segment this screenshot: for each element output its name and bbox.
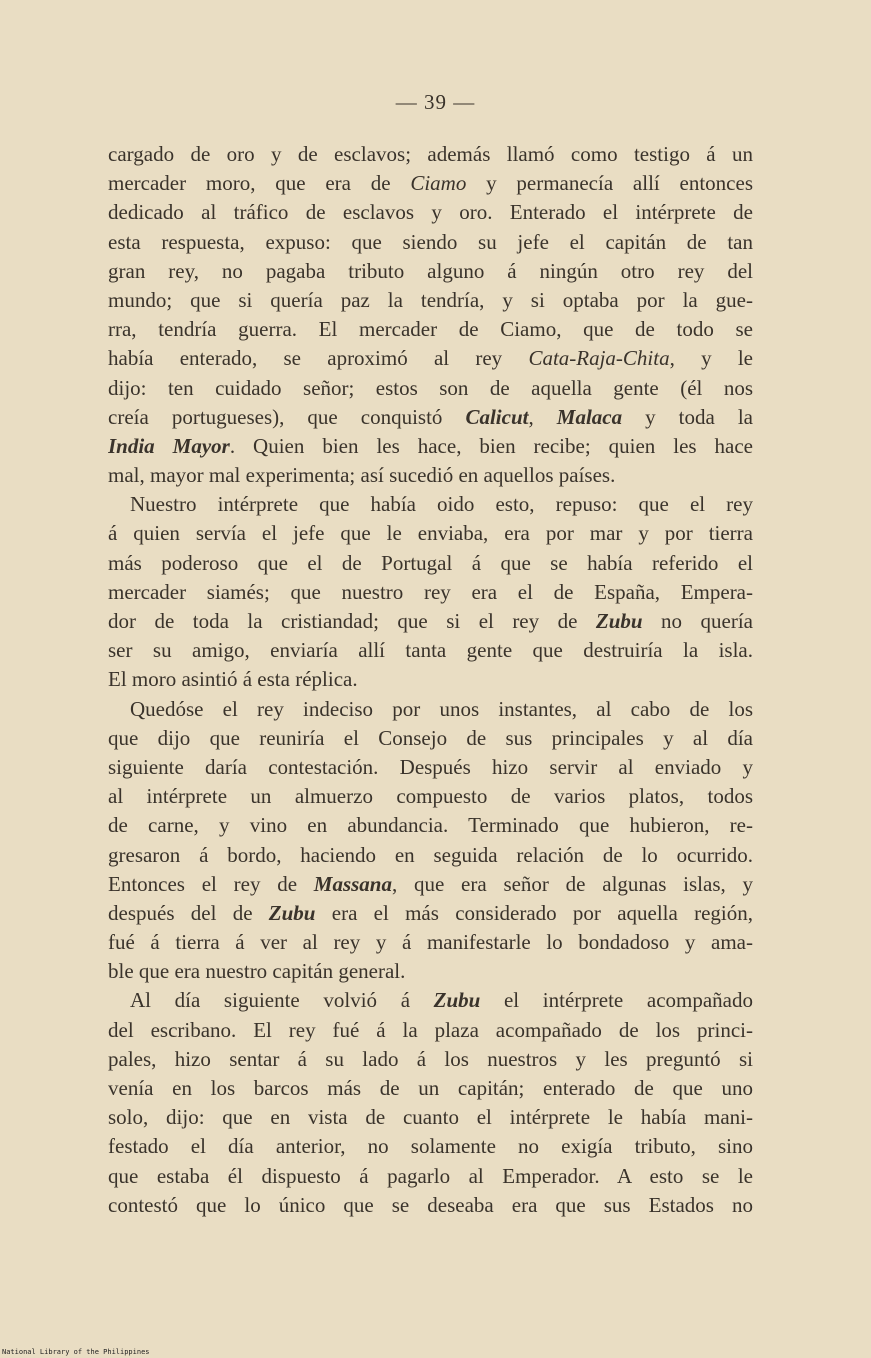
text-run: mercader moro, que era de bbox=[108, 171, 411, 196]
text-line bbox=[108, 315, 753, 344]
text-line bbox=[108, 957, 753, 986]
text-run: rra, tendría guerra. El mercader de Ciamo, que de todo se bbox=[108, 317, 753, 342]
text-run: siguiente daría contestación. Después hizo servir al enviado y bbox=[108, 754, 753, 779]
text-line bbox=[108, 636, 753, 665]
text-line bbox=[108, 403, 753, 432]
text-run: no quería bbox=[642, 609, 753, 633]
text-run: que dijo que reuniría el Consejo de sus principales y al día bbox=[108, 725, 753, 750]
text-line bbox=[108, 782, 753, 811]
text-line bbox=[108, 1191, 753, 1220]
emphasized-name: Calicut bbox=[465, 404, 529, 429]
text-line bbox=[108, 1016, 753, 1045]
text-run: dor de toda la cristiandad; que si el rey de bbox=[108, 609, 596, 633]
text-run: ser su amigo, enviaría allí tanta gente que destruiría la isla. bbox=[108, 638, 753, 663]
text-run: Entonces el rey de bbox=[108, 871, 314, 896]
text-line bbox=[108, 753, 753, 782]
text-run: del escribano. El rey fué á la plaza acompañado de los princi- bbox=[108, 1017, 753, 1042]
text-run: mundo; que si quería paz la tendría, y si optaba por la gue- bbox=[108, 287, 753, 312]
text-line bbox=[108, 461, 753, 490]
text-run: , bbox=[528, 404, 557, 429]
emphasized-name: Ciamo bbox=[410, 171, 467, 196]
text-run: cargado de oro y de esclavos; además llamó como testigo á un bbox=[108, 142, 753, 166]
text-run: al intérprete un almuerzo compuesto de varios platos, todos bbox=[108, 784, 753, 809]
text-run: esta respuesta, expuso: que siendo su jefe el capitán de tan bbox=[108, 229, 753, 254]
text-run: El moro asintió á esta réplica. bbox=[108, 667, 358, 692]
text-line bbox=[108, 1103, 753, 1132]
text-line bbox=[108, 286, 753, 315]
text-run: de carne, y vino en abundancia. Terminado que hubieron, re- bbox=[108, 813, 753, 838]
text-run: dijo: ten cuidado señor; estos son de aquella gente (él nos bbox=[108, 375, 753, 400]
text-run: y toda la bbox=[622, 404, 753, 429]
text-run: Al día siguiente volvió á bbox=[130, 988, 434, 1013]
text-line bbox=[108, 578, 753, 607]
text-line bbox=[108, 724, 753, 753]
text-run: solo, dijo: que en vista de cuanto el intérprete le había mani- bbox=[108, 1105, 753, 1130]
text-line bbox=[108, 695, 753, 724]
text-line bbox=[108, 1162, 753, 1191]
text-run: creía portugueses), que conquistó bbox=[108, 404, 466, 429]
text-run: mal, mayor mal experimenta; así sucedió en aquellos países. bbox=[108, 463, 616, 488]
text-line bbox=[108, 870, 753, 899]
text-run: venía en los barcos más de un capitán; enterado de que uno bbox=[108, 1076, 753, 1100]
text-run: á quien servía el jefe que le enviaba, era por mar y por tierra bbox=[108, 521, 753, 546]
text-line bbox=[108, 607, 753, 636]
text-run: contestó que lo único que se deseaba era que sus Estados no bbox=[108, 1192, 753, 1217]
text-line bbox=[108, 841, 753, 870]
text-run: pales, hizo sentar á su lado á los nuestros y les preguntó si bbox=[108, 1046, 753, 1071]
text-run: . Quien bien les hace, bien recibe; quien les hace bbox=[229, 433, 753, 458]
text-line bbox=[108, 928, 753, 957]
text-line bbox=[108, 140, 753, 169]
footer-credit: National Library of the Philippines bbox=[2, 1348, 150, 1356]
text-run: , y le bbox=[669, 346, 753, 371]
text-line bbox=[108, 665, 753, 694]
text-run: era el más considerado por aquella región, bbox=[315, 900, 753, 925]
emphasized-name: Zubu bbox=[433, 988, 481, 1013]
text-line bbox=[108, 519, 753, 548]
text-run: había enterado, se aproximó al rey bbox=[108, 346, 529, 371]
text-run: festado el día anterior, no solamente no exigía tributo, sino bbox=[108, 1134, 753, 1159]
emphasized-name: Massana bbox=[313, 871, 392, 896]
text-line bbox=[108, 899, 753, 928]
text-run: ble que era nuestro capitán general. bbox=[108, 959, 406, 984]
emphasized-name: India Mayor bbox=[108, 433, 230, 458]
text-line bbox=[108, 257, 753, 286]
text-line bbox=[108, 549, 753, 578]
text-run: después del de bbox=[108, 900, 269, 925]
text-run: mercader siamés; que nuestro rey era el de España, Empera- bbox=[108, 579, 753, 604]
emphasized-name: Cata-Raja-Chita bbox=[528, 346, 670, 371]
text-run: el intérprete acompañado bbox=[480, 988, 753, 1013]
text-line bbox=[108, 169, 753, 198]
text-run: Quedóse el rey indeciso por unos instantes, al cabo de los bbox=[130, 696, 753, 721]
text-line bbox=[108, 198, 753, 227]
text-run: más poderoso que el de Portugal á que se había referido el bbox=[108, 550, 753, 575]
emphasized-name: Zubu bbox=[595, 609, 643, 633]
text-run: Nuestro intérprete que había oido esto, repuso: que el rey bbox=[130, 492, 753, 517]
text-line bbox=[108, 344, 753, 373]
text-line bbox=[108, 490, 753, 519]
text-line bbox=[108, 1045, 753, 1074]
emphasized-name: Zubu bbox=[268, 900, 316, 925]
text-line bbox=[108, 1074, 753, 1103]
text-run: que estaba él dispuesto á pagarlo al Emperador. A esto se le bbox=[108, 1163, 753, 1188]
text-line bbox=[108, 432, 753, 461]
text-line bbox=[108, 811, 753, 840]
body-text bbox=[108, 140, 753, 1220]
text-run: dedicado al tráfico de esclavos y oro. Enterado el intérprete de bbox=[108, 200, 753, 225]
text-run: gresaron á bordo, haciendo en seguida relación de lo ocurrido. bbox=[108, 842, 753, 867]
text-run: y permanecía allí entonces bbox=[466, 171, 753, 196]
text-line bbox=[108, 1132, 753, 1161]
text-line bbox=[108, 986, 753, 1015]
emphasized-name: Malaca bbox=[556, 404, 623, 429]
text-line bbox=[108, 374, 753, 403]
text-line bbox=[108, 228, 753, 257]
text-run: , que era señor de algunas islas, y bbox=[391, 871, 753, 896]
page-number: — 39 — bbox=[395, 90, 476, 114]
text-run: gran rey, no pagaba tributo alguno á ningún otro rey del bbox=[108, 258, 753, 283]
text-run: fué á tierra á ver al rey y á manifestarle lo bondadoso y ama- bbox=[108, 930, 753, 955]
